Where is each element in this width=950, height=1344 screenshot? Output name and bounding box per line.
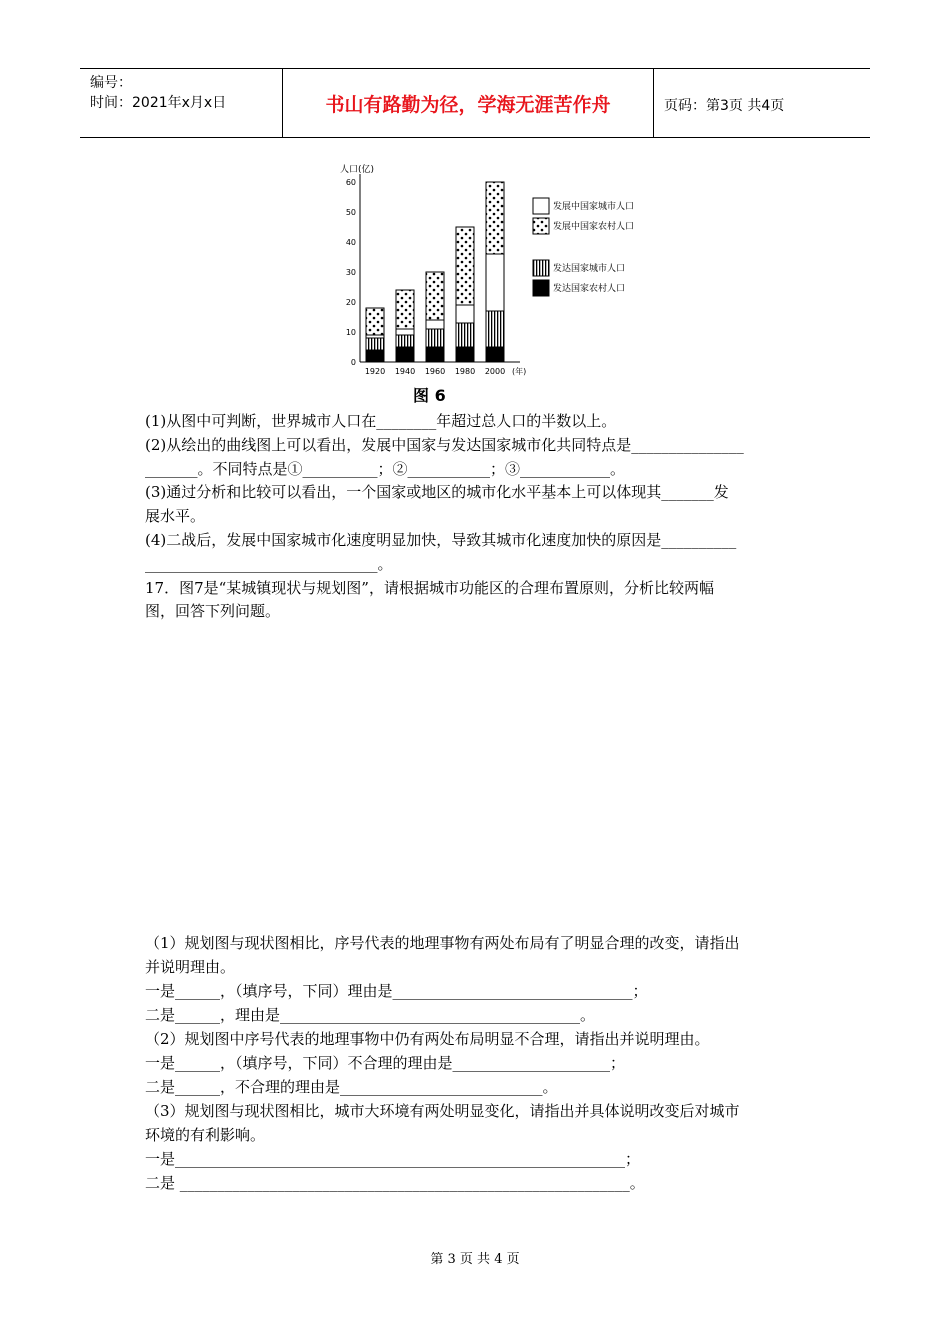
x-tick-label: 1960: [424, 367, 446, 376]
text-line: 图，回答下列问题。: [145, 602, 281, 621]
motto: 书山有路勤为径，学海无涯苦作舟: [283, 69, 654, 137]
text-line: （1）规划图与现状图相比，序号代表的地理事物有两处布局有了明显合理的改变，请指出: [145, 934, 740, 952]
number-label: 编号：: [90, 75, 132, 91]
y-tick-label: 20: [345, 298, 356, 307]
y-tick-label: 10: [345, 328, 356, 337]
bar-segment: [426, 320, 444, 329]
page-info: 页码：第3页 共4页: [664, 98, 785, 114]
legend-label: 发展中国家农村人口: [553, 222, 635, 232]
text-line: _______。不同特点是①__________；②___________；③____________。: [145, 459, 626, 478]
time-label: 时间：2021年x月x日: [90, 95, 227, 111]
population-chart: [320, 160, 680, 382]
text-line: 二是______，不合理的理由是___________________________。: [145, 1078, 558, 1096]
bar-segment: [456, 347, 474, 362]
y-tick-label: 40: [345, 238, 356, 247]
bar-segment: [396, 347, 414, 362]
figure-label: 图 6: [413, 386, 446, 405]
x-tick-label: 1940: [394, 367, 416, 376]
page-footer: 第 3 页 共 4 页: [430, 1252, 520, 1267]
bar-segment: [426, 329, 444, 347]
bar-segment: [396, 335, 414, 347]
text-line: 17．图7是“某城镇现状与规划图”，请根据城市功能区的合理布置原则，分析比较两幅: [145, 578, 714, 597]
bar-segment: [456, 305, 474, 323]
bar-segment: [366, 308, 384, 335]
legend-label: 发达国家城市人口: [553, 264, 626, 274]
text-line: 一是______，（填序号，下同）不合理的理由是_____________________；: [145, 1054, 626, 1072]
bar-segment: [486, 182, 504, 254]
text-line: (3)通过分析和比较可以看出，一个国家或地区的城市化水平基本上可以体现其_______发: [145, 483, 729, 502]
x-tick-label: 2000: [484, 367, 506, 376]
y-tick-label: 50: [345, 208, 356, 217]
text-line: （2）规划图中序号代表的地理事物中仍有两处布局明显不合理，请指出并说明理由。: [145, 1030, 710, 1048]
bar-segment: [486, 347, 504, 362]
y-axis-label: 人口(亿): [340, 165, 375, 175]
text-line: 并说明理由。: [145, 958, 236, 976]
bar-segment: [396, 329, 414, 335]
text-line: （3）规划图与现状图相比，城市大环境有两处明显变化，请指出并具体说明改变后对城市: [145, 1102, 740, 1120]
bar-segment: [426, 347, 444, 362]
bar-segment: [486, 311, 504, 347]
legend-label: 发展中国家城市人口: [553, 202, 635, 212]
text-line: (4)二战后，发展中国家城市化速度明显加快，导致其城市化速度加快的原因是__________: [145, 531, 737, 549]
text-line: 展水平。: [145, 507, 206, 526]
text-line: _______________________________。: [145, 554, 393, 573]
bar-segment: [366, 338, 384, 350]
text-line: (1)从图中可判断，世界城市人口在________年超过总人口的半数以上。: [145, 412, 617, 430]
legend-swatch: [533, 198, 549, 214]
x-axis-unit: (年): [512, 367, 527, 376]
y-tick-label: 0: [350, 358, 356, 367]
bar-segment: [456, 227, 474, 305]
text-line: 一是____________________________________________________________；: [145, 1150, 641, 1168]
bar-segment: [456, 323, 474, 347]
bar-segment: [426, 272, 444, 320]
text-line: 环境的有利影响。: [145, 1126, 266, 1144]
y-tick-label: 60: [345, 178, 356, 187]
page-header: [80, 68, 870, 138]
bar-segment: [396, 290, 414, 329]
y-tick-label: 30: [345, 268, 356, 277]
x-tick-label: 1920: [364, 367, 386, 376]
bar-segment: [366, 350, 384, 362]
bar-segment: [486, 254, 504, 311]
legend-label: 发达国家农村人口: [553, 284, 626, 294]
text-line: (2)从绘出的曲线图上可以看出，发展中国家与发达国家城市化共同特点是_______________: [145, 435, 744, 454]
legend-swatch: [533, 280, 549, 296]
legend-swatch: [533, 218, 549, 234]
text-line: 二是______，理由是________________________________________。: [145, 1006, 596, 1024]
text-line: 一是______，（填序号，下同）理由是________________________________；: [145, 982, 648, 1000]
header-meta: [80, 69, 283, 137]
legend-swatch: [533, 260, 549, 276]
x-tick-label: 1980: [454, 367, 476, 376]
text-line: 二是 ____________________________________________________________。: [145, 1174, 645, 1192]
